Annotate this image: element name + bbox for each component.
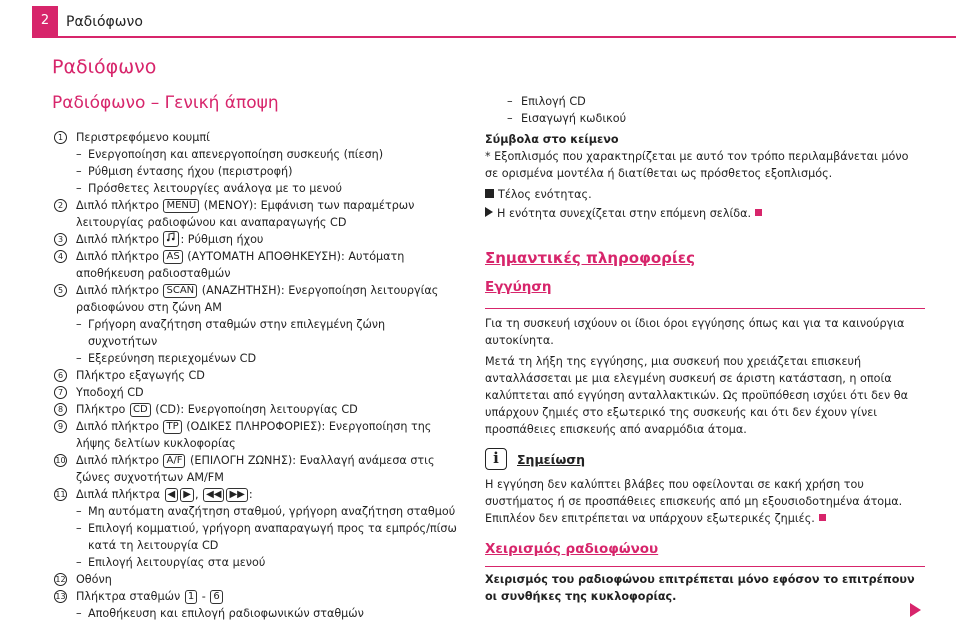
preset-key-6: 6 xyxy=(210,590,222,604)
sub-item: – Πρόσθετες λειτουργίες ανάλογα με το μενού xyxy=(52,180,457,197)
item-text: Διπλό πλήκτρο xyxy=(76,250,159,263)
symbols-cont-line xyxy=(485,205,925,222)
note-box xyxy=(485,448,925,472)
sub-item: – Γρήγορη αναζήτηση σταθμών στην επιλεγμένη ζώνη συχνοτήτων xyxy=(52,316,457,350)
sub-item: – Εισαγωγή κωδικού xyxy=(485,110,925,127)
section-rule xyxy=(485,308,925,309)
end-square-icon xyxy=(755,209,762,216)
preset-key-1: 1 xyxy=(185,590,197,604)
warranty-paragraph: Για τη συσκευή ισχύουν οι ίδιοι όροι εγγύησης όπως και για τα καινούργια αυτοκίνητα. xyxy=(485,317,905,347)
running-title: Ραδιόφωνο xyxy=(66,14,143,30)
af-key: A/F xyxy=(163,454,185,468)
callout-number: 3 xyxy=(54,233,67,246)
item-text: Διπλό πλήκτρο xyxy=(76,233,159,246)
list-item xyxy=(52,367,457,384)
item-text: (ΑΝΑΖΗΤΗΣΗ): Ενεργοποίηση λειτουργίας ραδιοφώνου στη ζώνη AM xyxy=(76,284,439,314)
item-text: (CD): Ενεργοποίηση λειτουργίας CD xyxy=(155,403,358,416)
item-text: Πλήκτρο xyxy=(76,403,126,416)
item-text: Διπλά πλήκτρα xyxy=(76,488,160,501)
seek-forward-key-icon: ▶ xyxy=(180,488,194,502)
list-item xyxy=(52,282,457,316)
sub-item: – Μη αυτόματη αναζήτηση σταθμού, γρήγορη αναζήτηση σταθμού xyxy=(52,503,457,520)
warranty-heading: Εγγύηση xyxy=(485,279,552,295)
cd-key: CD xyxy=(130,403,151,417)
section-rule xyxy=(485,566,925,567)
list-item xyxy=(52,452,457,486)
sub-item: – Επιλογή λειτουργίας στα μενού xyxy=(52,554,457,571)
important-heading: Σημαντικές πληροφορίες xyxy=(485,249,695,267)
symbols-heading: Σύμβολα στο κείμενο xyxy=(485,133,619,146)
item-text: , xyxy=(194,488,199,501)
scan-key: SCAN xyxy=(163,284,197,298)
list-item xyxy=(52,588,457,605)
next-page-arrow-icon xyxy=(910,603,921,617)
item-text: (ΕΠΙΛΟΓΗ ΖΩΝΗΣ): Εναλλαγή ανάμεσα στις ζώνες συχνοτήτων AM/FM xyxy=(76,454,435,484)
callout-number: 8 xyxy=(54,403,67,416)
chapter-title: Ραδιόφωνο xyxy=(52,56,157,78)
symbols-star-text: * Εξοπλισμός που χαρακτηρίζεται με αυτό τον τρόπο περιλαμβάνεται μόνο σε ορισμένα μοντέλα ή διατίθεται ως πρόσθετος εξοπλισμός. xyxy=(485,150,909,180)
list-item xyxy=(52,418,457,452)
sub-item: – Αποθήκευση και επιλογή ραδιοφωνικών σταθμών xyxy=(52,605,457,622)
info-icon: i xyxy=(485,448,507,470)
sub-item: – Ρύθμιση έντασης ήχου (περιστροφή) xyxy=(52,163,457,180)
item-text: Διπλό πλήκτρο xyxy=(76,199,159,212)
callout-number: 10 xyxy=(55,456,66,465)
note-title: Σημείωση xyxy=(517,452,585,467)
music-note-icon xyxy=(163,231,179,247)
cont-text: Η ενότητα συνεχίζεται στην επόμενη σελίδα. xyxy=(497,207,752,220)
handling-heading: Χειρισμός ραδιοφώνου xyxy=(485,541,659,557)
list-item xyxy=(52,197,457,231)
as-key: AS xyxy=(163,250,182,264)
item-text: Διπλό πλήκτρο xyxy=(76,284,159,297)
warranty-paragraph: Μετά τη λήξη της εγγύησης, μια συσκευή που χρειάζεται επισκευή ανταλλάσσεται με μια ελεγμένη συσκευή σε άριστη κατάσταση, η οποία καλύπτεται από εγγύηση ανταλλακτικών. Ως προϋπόθεση ισχύει ότι δεν θα υπάρχουν ζημιές στο εξωτερικό της συσκευής και ότι δεν έχουν γίνει προσπάθειες επισκευής από αναρμόδια άτομα. xyxy=(485,355,908,436)
end-square-icon xyxy=(819,514,826,521)
header-rule xyxy=(32,36,956,38)
section-title: Ραδιόφωνο – Γενική άποψη xyxy=(52,93,279,113)
callout-number: 11 xyxy=(55,490,66,499)
right-column xyxy=(485,93,925,605)
callout-number: 7 xyxy=(54,386,67,399)
list-item xyxy=(52,248,457,282)
rewind-key-icon: ◀◀ xyxy=(203,488,224,502)
callout-number: 4 xyxy=(54,250,67,263)
item-text: Περιστρεφόμενο κουμπί xyxy=(76,131,210,144)
callout-number: 13 xyxy=(55,592,66,601)
item-text: Διπλό πλήκτρο xyxy=(76,454,159,467)
item-text: Υποδοχή CD xyxy=(76,386,144,399)
sub-item: – Επιλογή CD xyxy=(485,93,925,110)
callout-number: 9 xyxy=(54,420,67,433)
end-text: Τέλος ενότητας. xyxy=(498,188,592,201)
callout-number: 12 xyxy=(55,575,66,584)
note-text-line xyxy=(485,476,925,527)
page-header xyxy=(0,0,960,44)
item-text: (ΑΥΤΟΜΑΤΗ ΑΠΟΘΗΚΕΥΣΗ): Αυτόματη αποθήκευση ραδιοσταθμών xyxy=(76,250,405,280)
sub-item: – Επιλογή κομματιού, γρήγορη αναπαραγωγή προς τα εμπρός/πίσω κατά τη λειτουργία CD xyxy=(52,520,457,554)
callout-number: 1 xyxy=(54,131,67,144)
item-text: Πλήκτρα σταθμών xyxy=(76,590,181,603)
sub-item: – Εξερεύνηση περιεχομένων CD xyxy=(52,350,457,367)
end-square-icon xyxy=(485,189,494,198)
item-text: (ΟΔΙΚΕΣ ΠΛΗΡΟΦΟΡΙΕΣ): Ενεργοποίηση της λήψης δελτίων κυκλοφορίας xyxy=(76,420,432,450)
item-text: - xyxy=(201,590,206,603)
page-number: 2 xyxy=(32,6,58,36)
list-item xyxy=(52,571,457,588)
menu-key: MENU xyxy=(163,199,199,213)
fast-forward-key-icon: ▶▶ xyxy=(226,488,247,502)
seek-back-key-icon: ◀ xyxy=(165,488,179,502)
continue-arrow-icon xyxy=(485,207,493,217)
list-item xyxy=(52,231,457,248)
callout-number: 2 xyxy=(54,199,67,212)
sub-item: – Ενεργοποίηση και απενεργοποίηση συσκευής (πίεση) xyxy=(52,146,457,163)
item-text: Πλήκτρο εξαγωγής CD xyxy=(76,369,205,382)
symbols-end-line xyxy=(485,186,925,203)
overview-list xyxy=(52,129,457,622)
item-text: (ΜΕΝΟΥ): Εμφάνιση των παραμέτρων λειτουργίας ραδιοφώνου και αναπαραγωγής CD xyxy=(76,199,415,229)
note-text: Η εγγύηση δεν καλύπτει βλάβες που οφείλονται σε κακή χρήση του συστήματος ή σε προσπάθειες επισκευής από μη εξουσιοδοτημένα άτομα. Επιπλέον δεν επιτρέπεται να υπάρχουν εξωτερικές ζημιές. xyxy=(485,478,903,525)
list-item xyxy=(52,486,457,503)
list-item xyxy=(52,401,457,418)
item-text: Οθόνη xyxy=(76,573,112,586)
callout-number: 5 xyxy=(54,284,67,297)
item-text: : Ρύθμιση ήχου xyxy=(180,233,264,246)
tp-key: TP xyxy=(163,420,181,434)
list-item xyxy=(52,129,457,146)
list-item xyxy=(52,384,457,401)
callout-number: 6 xyxy=(54,369,67,382)
item-text: Διπλό πλήκτρο xyxy=(76,420,159,433)
handling-text: Χειρισμός του ραδιοφώνου επιτρέπεται μόνο εφόσον το επιτρέπουν οι συνθήκες της κυκλοφορίας. xyxy=(485,573,915,603)
item-text: : xyxy=(248,488,253,501)
